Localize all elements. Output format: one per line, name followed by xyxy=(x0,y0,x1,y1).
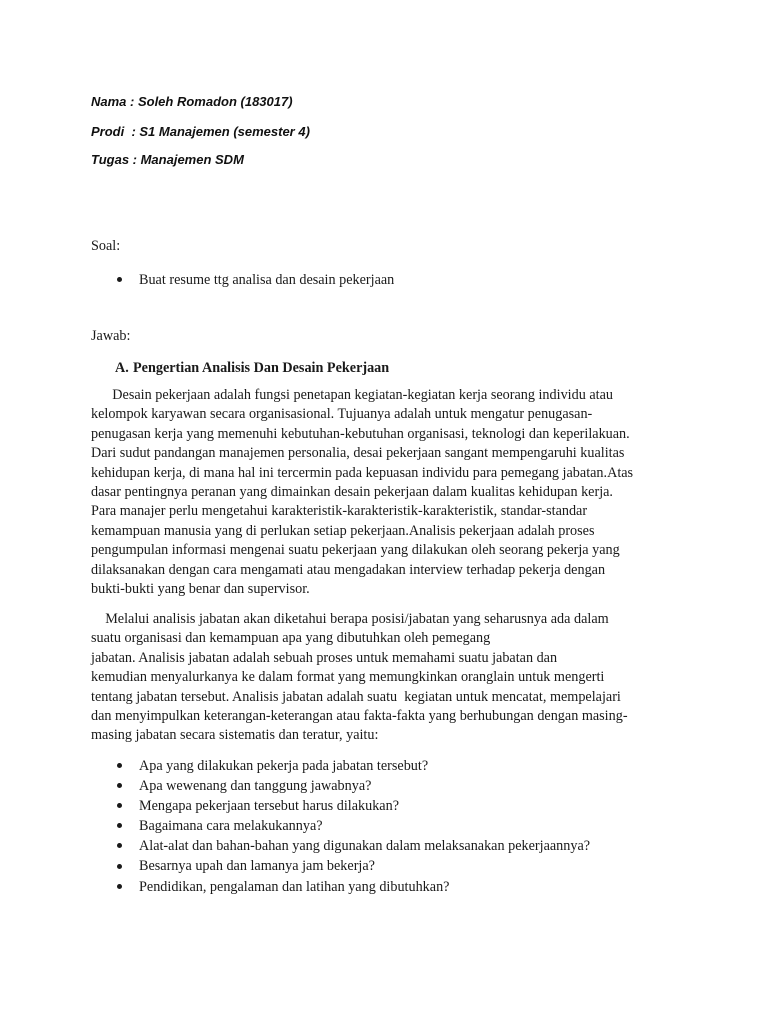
list-item: Besarnya upah dan lamanya jam bekerja? xyxy=(115,856,590,876)
list-item: Alat-alat dan bahan-bahan yang digunakan dalam melaksanakan pekerjaannya? xyxy=(115,836,590,856)
paragraph-line: kemampuan manusia yang di perlukan setiap pekerjaan.Analisis pekerjaan adalah proses xyxy=(91,522,595,539)
paragraph-line: dilaksanakan dengan cara mengamati atau mengadakan interview terhadap pekerja dengan xyxy=(91,561,606,578)
paragraph-line: bukti-bukti yang benar dan supervisor. xyxy=(91,581,310,598)
answer-label: Jawab: xyxy=(91,328,131,344)
section-heading xyxy=(115,358,389,378)
paragraph-line: Desain pekerjaan adalah fungsi penetapan kegiatan-kegiatan kerja seorang individu atau xyxy=(91,387,613,403)
paragraph-line: kemudian menyalurkanya ke dalam format yang memungkinkan oranglain untuk mengerti xyxy=(91,669,605,686)
paragraph-line: tentang jabatan tersebut. Analisis jabatan adalah suatu kegiatan untuk mencatat, mempelajari xyxy=(91,688,621,705)
question-list xyxy=(115,270,394,290)
section-letter: A. xyxy=(115,360,129,376)
section-title: Pengertian Analisis Dan Desain Pekerjaan xyxy=(133,360,390,376)
paragraph-line: kelompok karyawan secara organisasional. Tujuanya adalah untuk mengatur penugasan- xyxy=(91,406,593,423)
list-item: Apa wewenang dan tanggung jawabnya? xyxy=(115,776,590,796)
paragraph-line: jabatan. Analisis jabatan adalah sebuah proses untuk memahami suatu jabatan dan xyxy=(91,649,558,666)
paragraph-line: Melalui analisis jabatan akan diketahui berapa posisi/jabatan yang seharusnya ada dalam xyxy=(91,611,609,627)
assignment-title: Tugas : Manajemen SDM xyxy=(91,152,244,167)
paragraph-line: suatu organisasi dan kemampuan apa yang dibutuhkan oleh pemegang xyxy=(91,630,491,647)
paragraph-line: pengumpulan informasi mengenai suatu pekerjaan yang dilakukan oleh seorang pekerja yang xyxy=(91,542,620,559)
paragraph-line: dasar pentingnya peranan yang dimainkan desain pekerjaan dalam kualitas kehidupan kerja. xyxy=(91,484,613,501)
paragraph-line: kehidupan kerja, di mana hal ini tercermin pada kepuasan individu para pemegang jabatan.Atas xyxy=(91,464,634,481)
list-item: Mengapa pekerjaan tersebut harus dilakukan? xyxy=(115,796,590,816)
paragraph-line: masing jabatan secara sistematis dan teratur, yaitu: xyxy=(91,727,379,744)
paragraph-line: penugasan kerja yang memenuhi kebutuhan-kebutuhan organisasi, teknologi dan keperilakuan. xyxy=(91,425,630,442)
paragraph-job-analysis xyxy=(91,610,628,746)
paragraph-line: dan menyimpulkan keterangan-keterangan atau fakta-fakta yang berhubungan dengan masing- xyxy=(91,708,628,725)
paragraph-line: Para manajer perlu mengetahui karakteristik-karakteristik-karakteristik, standar-standar xyxy=(91,503,588,520)
question-label: Soal: xyxy=(91,238,121,254)
paragraph-job-design xyxy=(91,386,633,599)
study-program: Prodi : S1 Manajemen (semester 4) xyxy=(91,124,310,139)
job-analysis-questions xyxy=(115,756,590,897)
list-item: Pendidikan, pengalaman dan latihan yang dibutuhkan? xyxy=(115,877,590,897)
paragraph-line: Dari sudut pandangan manajemen personalia, desai pekerjaan sangant mempengaruhi kualitas xyxy=(91,445,625,462)
student-name: Nama : Soleh Romadon (183017) xyxy=(91,94,293,109)
list-item: Apa yang dilakukan pekerja pada jabatan tersebut? xyxy=(115,756,590,776)
list-item: Buat resume ttg analisa dan desain pekerjaan xyxy=(115,270,394,290)
list-item: Bagaimana cara melakukannya? xyxy=(115,816,590,836)
